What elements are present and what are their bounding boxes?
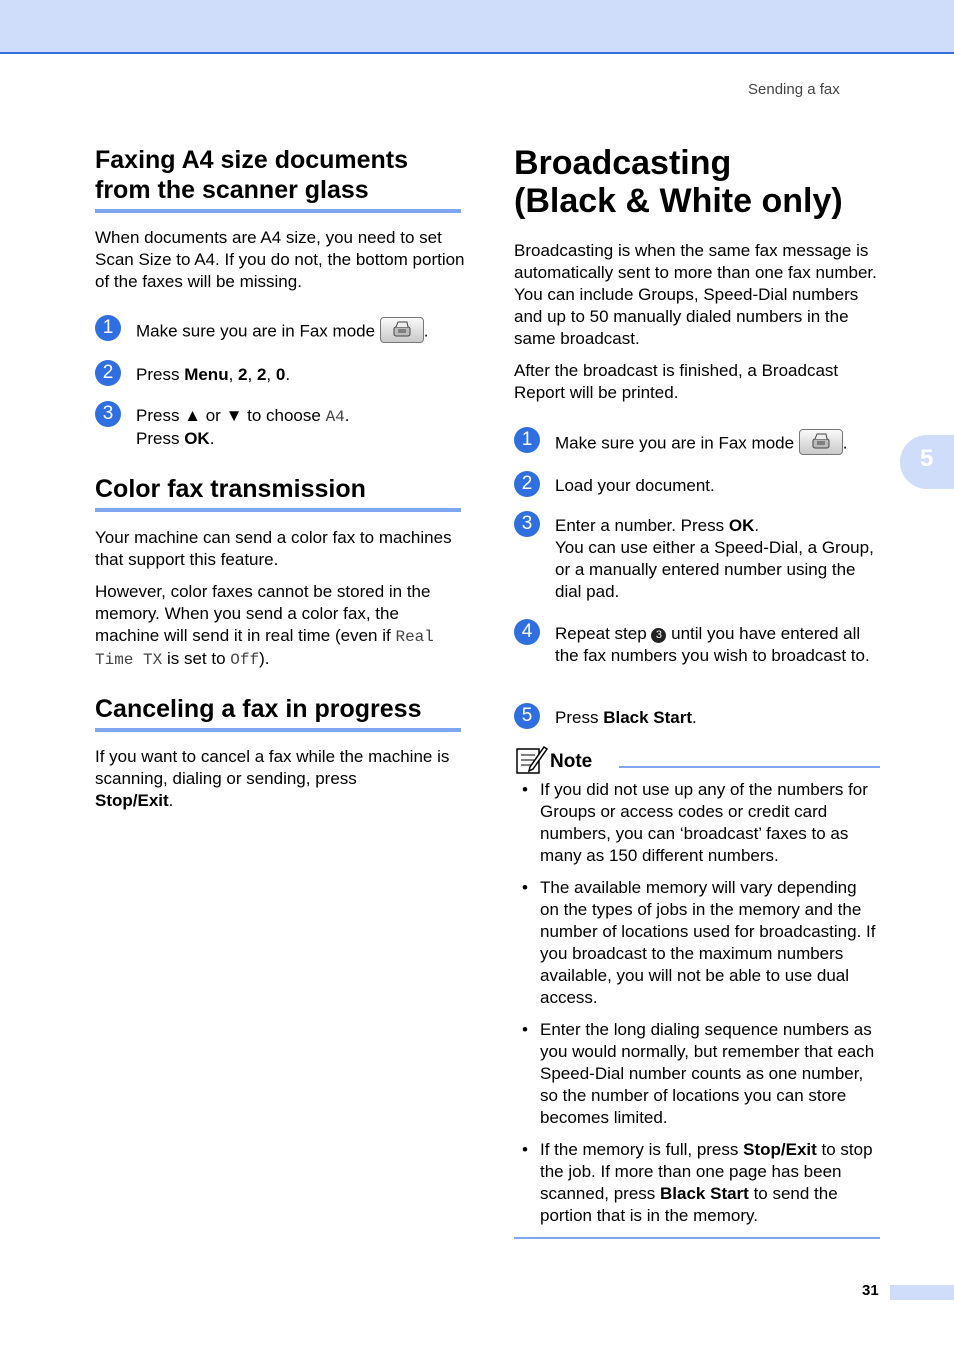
- note-pencil-icon: [516, 745, 548, 775]
- punctuation: .: [423, 321, 429, 341]
- chapter-tab: [900, 435, 954, 489]
- step-number: 1: [95, 315, 121, 341]
- step-text: [555, 623, 885, 667]
- paragraph: [95, 581, 465, 671]
- bullet-marker: •: [522, 780, 528, 799]
- text: You can use either a Speed-Dial, a Group, or a manually entered number using the dial pad.: [555, 538, 874, 601]
- text: to stop the job. If more than one page has been scanned, press: [540, 1140, 873, 1203]
- step-text: [555, 707, 885, 729]
- step-number: 5: [514, 703, 540, 729]
- text: ,: [266, 365, 276, 384]
- key-label: Menu: [184, 365, 229, 384]
- lcd-text: Real Time TX: [95, 628, 434, 669]
- text: to send the portion that is in the memory.: [540, 1184, 838, 1225]
- section-title-faxing-a4: [95, 145, 461, 213]
- step-reference-badge: 3: [651, 628, 666, 643]
- bullet-text: If you did not use up any of the numbers for Groups or access codes or credit card numbers, you can ‘broadcast’ faxes to as many as 150 different numbers.: [540, 780, 868, 865]
- paragraph: After the broadcast is finished, a Broadcast Report will be printed.: [514, 361, 839, 402]
- chapter-number: 5: [920, 445, 934, 472]
- key-label: Black Start: [660, 1184, 749, 1203]
- text: If the memory is full, press: [540, 1140, 744, 1159]
- bullet-marker: •: [522, 1140, 528, 1159]
- text: However, color faxes cannot be stored in the memory. When you send a color fax, the machine will send it in real time (even if: [95, 582, 431, 645]
- title-line: Faxing A4 size documents: [95, 146, 409, 174]
- key-label: 0: [275, 365, 286, 384]
- step-text: [136, 319, 466, 345]
- bullet-marker: •: [522, 878, 528, 897]
- text: .: [168, 791, 174, 810]
- key-label: Stop/Exit: [743, 1140, 817, 1159]
- text: .: [209, 429, 215, 448]
- step-number: 2: [95, 360, 121, 386]
- text: ).: [259, 649, 270, 668]
- title-line: from the scanner glass: [95, 176, 369, 204]
- lcd-text: Off: [230, 651, 260, 669]
- key-label: 2: [238, 365, 248, 384]
- top-header-band: [0, 0, 954, 54]
- bullet-text: Enter the long dialing sequence numbers as you would normally, but remember that each Speed-Dial number counts as one number, so the number of locations you can store becomes limited.: [540, 1020, 875, 1127]
- section-title-broadcasting: [514, 144, 843, 220]
- bullet-text: The available memory will vary depending on the types of jobs in the memory and the number of locations used for broadcasting. If you broadcast to the maximum numbers available, you will not be able to use dual access.: [540, 878, 876, 1007]
- key-label: Black Start: [603, 708, 693, 727]
- step-number: 4: [514, 619, 540, 645]
- section-title-canceling: Canceling a fax in progress: [95, 694, 461, 732]
- fax-mode-button-icon: [380, 317, 424, 343]
- text: ,: [228, 365, 239, 384]
- text: .: [285, 365, 291, 384]
- section-title-color-fax: Color fax transmission: [95, 474, 461, 512]
- paragraph: When documents are A4 size, you need to set Scan Size to A4. If you do not, the bottom portion of the faxes will be missing.: [95, 228, 465, 291]
- step-text: [136, 405, 466, 450]
- key-label: Stop/Exit: [95, 791, 169, 810]
- punctuation: .: [842, 433, 848, 453]
- step-number: 3: [514, 511, 540, 537]
- divider: [619, 766, 880, 768]
- text: Press: [555, 708, 604, 727]
- footer-bar: [890, 1285, 954, 1300]
- step-text: Load your document.: [555, 476, 715, 495]
- text: .: [754, 516, 760, 535]
- title-line: Broadcasting: [514, 144, 732, 182]
- paragraph: [95, 746, 465, 812]
- key-label: 2: [256, 365, 267, 384]
- note-title: Note: [550, 751, 593, 772]
- text: until you have entered all the fax numbers you wish to broadcast to.: [555, 624, 870, 665]
- title-line: (Black & White only): [514, 182, 843, 220]
- paragraph: Broadcasting is when the same fax message is automatically sent to more than one fax number. You can include Groups, Speed-Dial numbers and up to 50 manually dialed numbers in the same broadcast.: [514, 241, 877, 348]
- text: Press ▲ or ▼ to choose: [136, 406, 326, 425]
- text: Repeat step: [555, 624, 652, 643]
- step-text: [555, 515, 885, 603]
- step-text: [555, 431, 885, 457]
- text: ,: [247, 365, 257, 384]
- step-label: Make sure you are in Fax mode: [136, 321, 376, 341]
- step-number: 2: [514, 471, 540, 497]
- fax-mode-button-icon: [799, 429, 843, 455]
- step-number: 1: [514, 427, 540, 453]
- step-number: 3: [95, 401, 121, 427]
- key-label: OK: [184, 429, 210, 448]
- page-number: 31: [862, 1282, 879, 1299]
- text: is set to: [162, 649, 231, 668]
- text: Press: [136, 429, 185, 448]
- note-end-divider: [514, 1237, 880, 1239]
- text: .: [692, 708, 697, 727]
- running-header: Sending a fax: [748, 81, 840, 98]
- step-label: Make sure you are in Fax mode: [555, 433, 795, 453]
- step-text: [136, 364, 466, 386]
- note-header: [514, 745, 880, 775]
- key-label: OK: [728, 516, 755, 535]
- paragraph: Your machine can send a color fax to machines that support this feature.: [95, 528, 452, 569]
- text: .: [344, 406, 350, 425]
- lcd-text: A4: [325, 408, 345, 426]
- text: If you want to cancel a fax while the machine is scanning, dialing or sending, press: [95, 747, 450, 788]
- bullet-text: [540, 1139, 880, 1227]
- text: Press: [136, 365, 185, 384]
- text: Enter a number. Press: [555, 516, 729, 535]
- bullet-marker: •: [522, 1020, 528, 1039]
